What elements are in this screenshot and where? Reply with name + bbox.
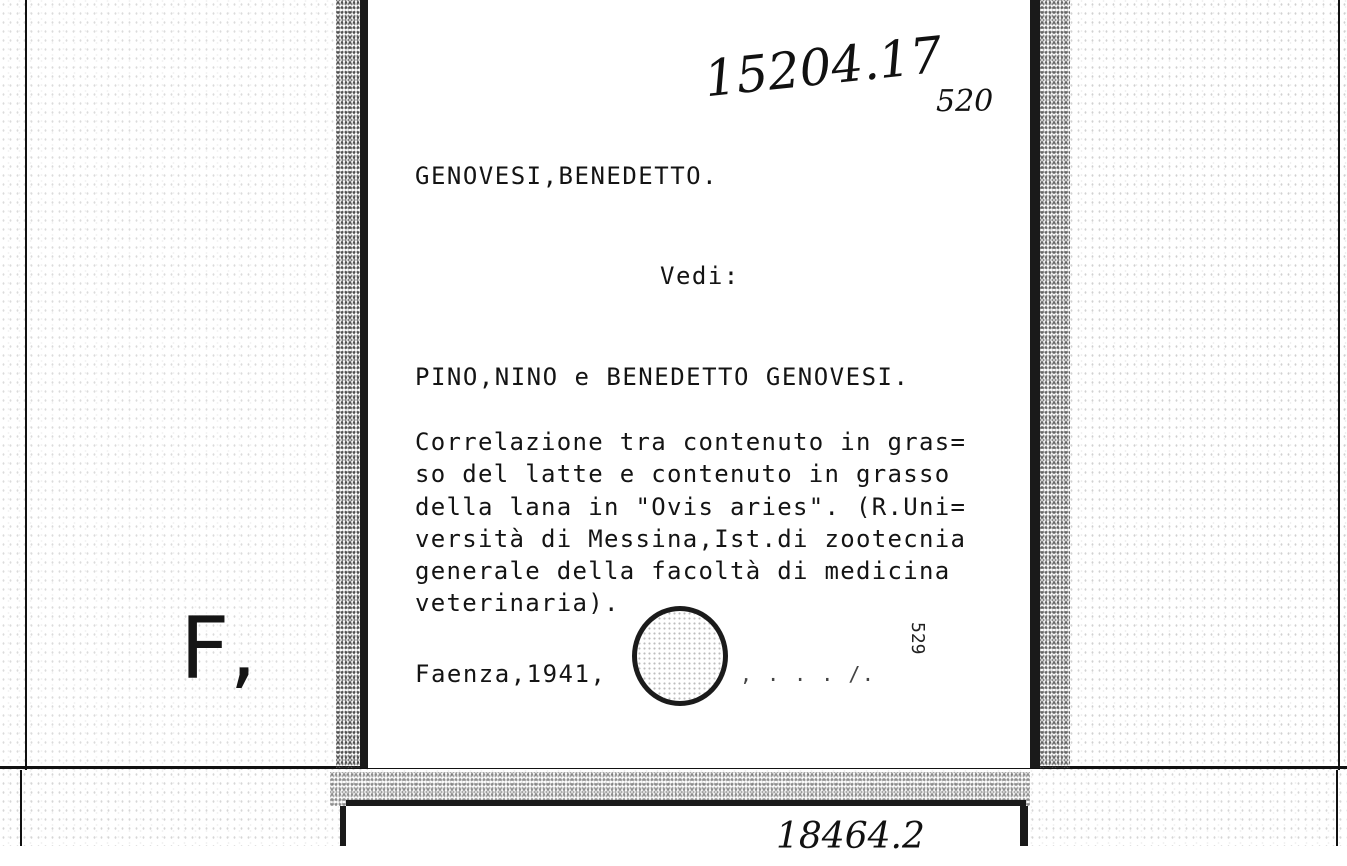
side-number: 529 — [907, 622, 928, 655]
title-line: veterinaria). — [415, 589, 620, 618]
catalog-card — [368, 0, 1030, 768]
next-catalog-card — [346, 806, 1026, 866]
next-card-number: 18464.2 — [776, 816, 925, 857]
next-card-left-edge — [340, 806, 346, 846]
title-block — [415, 426, 966, 620]
title-line: so del latte e contenuto in grasso — [415, 460, 951, 489]
card-right-shadow — [1040, 0, 1070, 768]
lower-left-frame-line — [20, 770, 22, 846]
scan-background-right — [1040, 0, 1347, 770]
corner-number: 520 — [936, 84, 994, 119]
next-card-right-edge — [1020, 806, 1028, 846]
card-left-edge — [360, 0, 368, 768]
left-frame-line — [25, 0, 27, 770]
catalog-number: 15204.17 — [701, 25, 945, 109]
card-right-edge — [1030, 0, 1040, 768]
card-left-shadow — [336, 0, 362, 768]
lower-right-frame-line — [1336, 770, 1338, 846]
punch-hole-stamp — [632, 606, 728, 706]
title-line: versità di Messina,Ist.di zootecnia — [415, 524, 967, 553]
margin-letter-mark: F, — [180, 599, 257, 699]
title-line: Correlazione tra contenuto in gras= — [415, 428, 967, 456]
reference-heading: PINO,NINO e BENEDETTO GENOVESI. — [415, 363, 910, 391]
imprint-tail: , . . . /. — [740, 662, 876, 686]
title-line: della lana in "Ovis aries". (R.Uni= — [415, 492, 967, 521]
author-heading: GENOVESI,BENEDETTO. — [415, 162, 719, 190]
imprint: Faenza,1941, — [415, 660, 607, 688]
right-frame-line — [1338, 0, 1340, 770]
see-label: Vedi: — [660, 262, 740, 290]
title-line: generale della facoltà di medicina — [415, 557, 951, 586]
